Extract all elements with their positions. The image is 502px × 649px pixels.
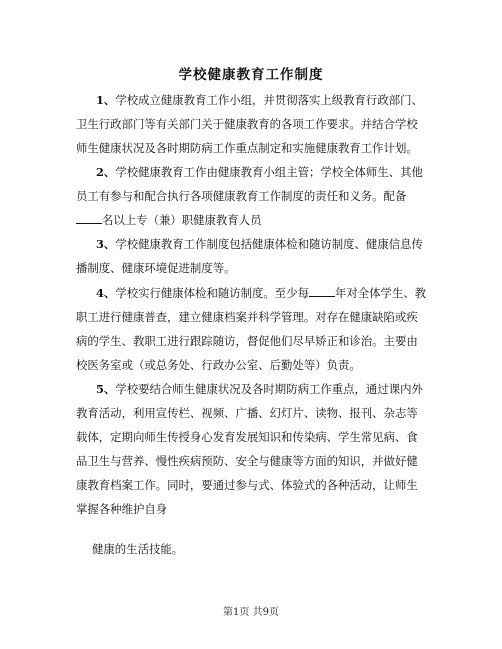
paragraph-line: 病的学生、教职工进行跟踪随访，督促他们尽早矫正和诊治。主要由 [76, 334, 418, 348]
item-number: 5、 [96, 382, 116, 396]
item-number: 1、 [96, 93, 116, 107]
paragraph-line [96, 92, 423, 108]
paragraph-line: 健康的生活技能。 [92, 542, 184, 556]
paragraph-line: 卫生行政部门等有关部门关于健康教育的各项工作要求。并结合学校 [76, 117, 418, 131]
paragraph-text: 学校要结合师生健康状况及各时期防病工作重点，通过课内外 [115, 382, 423, 396]
paragraph-line [76, 212, 261, 228]
paragraph-text: 学校健康教育工作制度包括健康体检和随访制度、健康信息传 [115, 237, 423, 251]
paragraph-line: 员工有参与和配合执行各项健康教育工作制度的责任和义务。配备 [76, 189, 407, 203]
paragraph-line: 校医务室或（或总务处、行政办公室、后勤处等）负责。 [76, 358, 361, 372]
paragraph-line: 播制度、健康环境促进制度等。 [76, 261, 236, 275]
paragraph-line: 康教育档案工作。同时，要通过参与式、体验式的各种活动，让师生 [76, 478, 418, 492]
paragraph-line: 掌握各种维护自身 [76, 502, 168, 516]
paragraph-line [96, 285, 426, 301]
paragraph-text: 学校实行健康体检和随访制度。至少每 [115, 286, 309, 300]
paragraph-text: 学校健康教育工作由健康教育小组主管；学校全体师生、其他 [115, 165, 423, 179]
paragraph-line: 教育活动，利用宣传栏、视频、广播、幻灯片、读物、报刊、杂志等 [76, 406, 418, 420]
page-footer: 第1页 共9页 [223, 607, 279, 618]
fill-in-blank [76, 213, 102, 224]
paragraph-line [96, 381, 423, 397]
paragraph-text: 年对全体学生、教 [334, 286, 427, 300]
item-number: 2、 [96, 165, 116, 179]
paragraph-text: 学校成立健康教育工作小组，并贯彻落实上级教育行政部门、 [115, 93, 423, 107]
paragraph-line [96, 164, 423, 180]
paragraph-line: 载体，定期向师生传授身心发育发展知识和传染病、学生常见病、食 [76, 430, 418, 444]
paragraph-line: 职工进行健康普查，建立健康档案并科学管理。对存在健康缺陷或疾 [76, 310, 418, 324]
paragraph-line [96, 236, 423, 252]
item-number: 4、 [96, 286, 116, 300]
paragraph-line: 品卫生与营养、慢性疾病预防、安全与健康等方面的知识，并做好健 [76, 454, 418, 468]
item-number: 3、 [96, 237, 116, 251]
fill-in-blank [309, 286, 335, 297]
document-title: 学校健康教育工作制度 [178, 67, 324, 83]
paragraph-line: 师生健康状况及各时期防病工作重点制定和实施健康教育工作计划。 [76, 141, 418, 155]
paragraph-text: 名以上专（兼）职健康教育人员 [102, 213, 262, 227]
